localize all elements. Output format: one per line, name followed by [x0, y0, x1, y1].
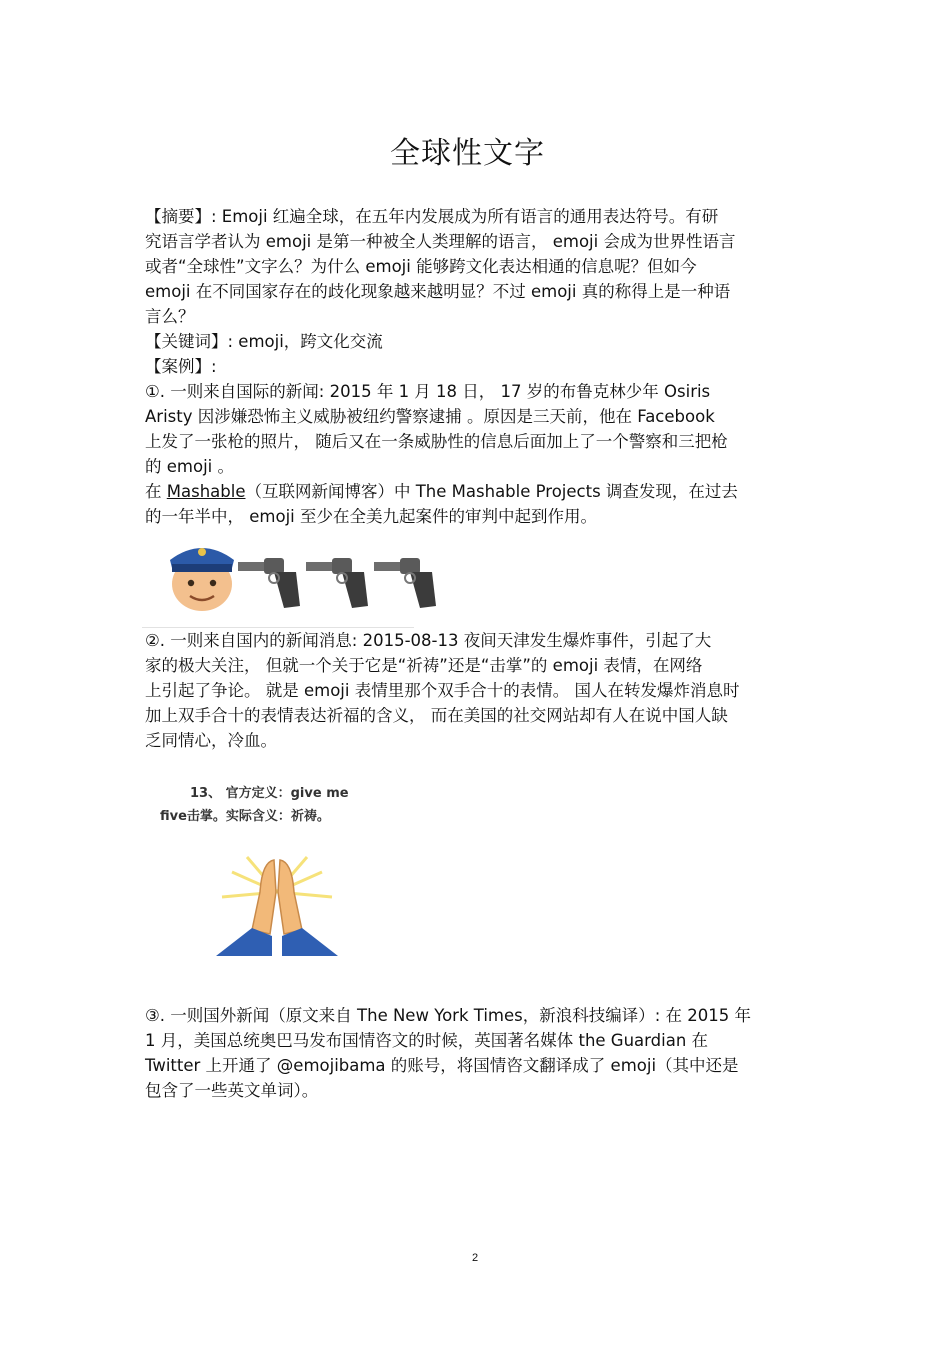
case3-line: ③. 一则国外新闻（原文来自 The New York Times，新浪科技编译）: 在 2015 年	[145, 1006, 752, 1025]
police-officer-emoji-icon	[170, 548, 234, 611]
case1-line: 上发了一张枪的照片， 随后又在一条威胁性的信息后面加上了一个警察和三把枪	[145, 432, 728, 451]
case1-line: 的一年半中， emoji 至少在全美九起案件的审判中起到作用。	[145, 507, 597, 526]
pistol-emoji-icon	[306, 558, 368, 608]
case1-text: （互联网新闻博客）中 The Mashable Projects 调查发现，在过去	[245, 482, 738, 501]
case2-line: 加上双手合十的表情表达祈福的含义， 而在美国的社交网站却有人在说中国人缺	[145, 706, 728, 725]
case2-paragraph	[145, 628, 815, 753]
abstract-line: 【摘要】: Emoji 红遍全球，在五年内发展成为所有语言的通用表达符号。有研	[145, 207, 719, 226]
case2-line: 上引起了争论。 就是 emoji 表情里那个双手合十的表情。 国人在转发爆炸消息时	[145, 681, 740, 700]
page-number: 2	[471, 1252, 479, 1264]
case1-line: 的 emoji 。	[145, 457, 234, 476]
pistol-emoji-icon	[374, 558, 436, 608]
document-title: 全球性文字	[390, 136, 545, 171]
abstract-line: 言么？	[145, 307, 195, 326]
case1-line: Aristy 因涉嫌恐怖主义威胁被纽约警察逮捕 。原因是三天前，他在 Facebook	[145, 407, 715, 426]
case2-line: 家的极大关注， 但就一个关于它是“祈祷”还是“击掌”的 emoji 表情，在网络	[145, 656, 703, 675]
folded-hands-image	[212, 852, 342, 962]
case1-line: ①. 一则来自国际的新闻: 2015 年 1 月 18 日， 17 岁的布鲁克林少年 Osiris	[145, 382, 711, 401]
image-caption-line2: five击掌。实际含义：祈祷。	[160, 809, 330, 824]
case2-line: 乏同情心，冷血。	[145, 731, 277, 750]
folded-hands-emoji-icon	[212, 852, 342, 962]
abstract-line: 究语言学者认为 emoji 是第一种被全人类理解的语言， emoji 会成为世界性语言	[145, 232, 736, 251]
case1-line	[145, 479, 815, 504]
pistol-emoji-icon	[238, 558, 300, 608]
case3-line: Twitter 上开通了 @emojibama 的账号，将国情咨文翻译成了 emoji（其中还是	[145, 1056, 739, 1075]
case3-line: 1 月，美国总统奥巴马发布国情咨文的时候，英国著名媒体 the Guardian 在	[145, 1031, 709, 1050]
abstract-line: 或者“全球性”文字么？为什么 emoji 能够跨文化表达相通的信息呢？但如今	[145, 257, 697, 276]
emoji-strip	[160, 538, 450, 618]
cases-heading: 【案例】:	[145, 357, 217, 376]
image-caption-line1: 13、 官方定义：give me	[190, 786, 349, 801]
abstract-line: emoji 在不同国家存在的歧化现象越来越明显？不过 emoji 真的称得上是一种语	[145, 282, 731, 301]
keywords-line: 【关键词】: emoji，跨文化交流	[145, 332, 383, 351]
case2-line: ②. 一则来自国内的新闻消息: 2015-08-13 夜间天津发生爆炸事件，引起了大	[145, 631, 712, 650]
mashable-link[interactable]: Mashable	[166, 482, 246, 501]
case3-line: 包含了一些英文单词）。	[145, 1081, 319, 1100]
police-guns-image	[160, 538, 450, 618]
case3-paragraph	[145, 1003, 815, 1103]
case1-text: 在	[145, 482, 167, 501]
abstract-paragraph	[145, 204, 815, 529]
